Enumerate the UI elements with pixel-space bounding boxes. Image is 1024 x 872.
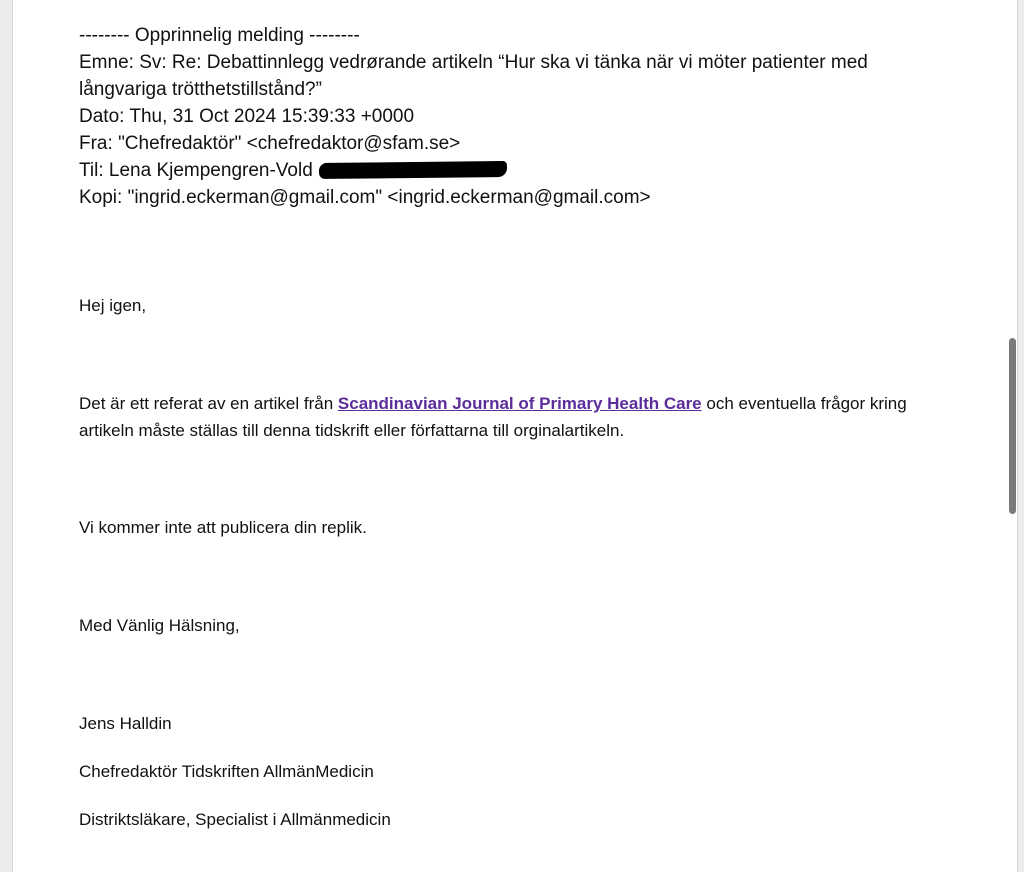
email-page bbox=[12, 0, 1018, 872]
cc-label: Kopi: bbox=[79, 187, 123, 208]
paragraph-reference bbox=[79, 390, 959, 444]
redaction-mark bbox=[319, 161, 507, 179]
greeting: Hej igen, bbox=[79, 296, 147, 315]
cc-value: "ingrid.eckerman@gmail.com" <ingrid.eckerman@gmail.com> bbox=[127, 187, 651, 208]
subject-label: Emne: bbox=[79, 52, 134, 73]
journal-link[interactable]: Scandinavian Journal of Primary Health Care bbox=[337, 394, 702, 413]
to-value: Lena Kjempengren-Vold bbox=[108, 160, 313, 181]
paragraph-reference-after: och eventuella frågor kring artikeln måste ställas till denna tidskrift eller författarna till orginalartikeln. bbox=[79, 394, 907, 440]
date-label: Dato: bbox=[79, 106, 125, 127]
paragraph-decision: Vi kommer inte att publicera din replik. bbox=[79, 518, 367, 537]
signature-title: Chefredaktör Tidskriften AllmänMedicin bbox=[79, 762, 374, 781]
email-content bbox=[79, 22, 959, 833]
cc-line bbox=[79, 184, 959, 211]
from-value: "Chefredaktör" <chefredaktor@sfam.se> bbox=[118, 133, 461, 154]
signature-name: Jens Halldin bbox=[79, 714, 172, 733]
from-label: Fra: bbox=[79, 133, 113, 154]
subject-text: Sv: Re: Debattinnlegg vedrørande artikeln “Hur ska vi tänka när vi möter patienter med långvariga trötthetstillstånd?” bbox=[79, 52, 868, 100]
scrollbar-thumb[interactable] bbox=[1009, 338, 1016, 514]
original-message-separator: -------- Opprinnelig melding -------- bbox=[79, 25, 360, 46]
closing: Med Vänlig Hälsning, bbox=[79, 616, 240, 635]
paragraph-reference-before: Det är ett referat av en artikel från bbox=[79, 394, 338, 413]
from-line bbox=[79, 130, 959, 157]
date-line bbox=[79, 103, 959, 130]
subject-line bbox=[79, 49, 959, 103]
to-line bbox=[79, 157, 959, 184]
to-label: Til: bbox=[79, 160, 104, 181]
date-value: Thu, 31 Oct 2024 15:39:33 +0000 bbox=[129, 106, 415, 127]
signature-role: Distriktsläkare, Specialist i Allmänmedicin bbox=[79, 810, 391, 829]
